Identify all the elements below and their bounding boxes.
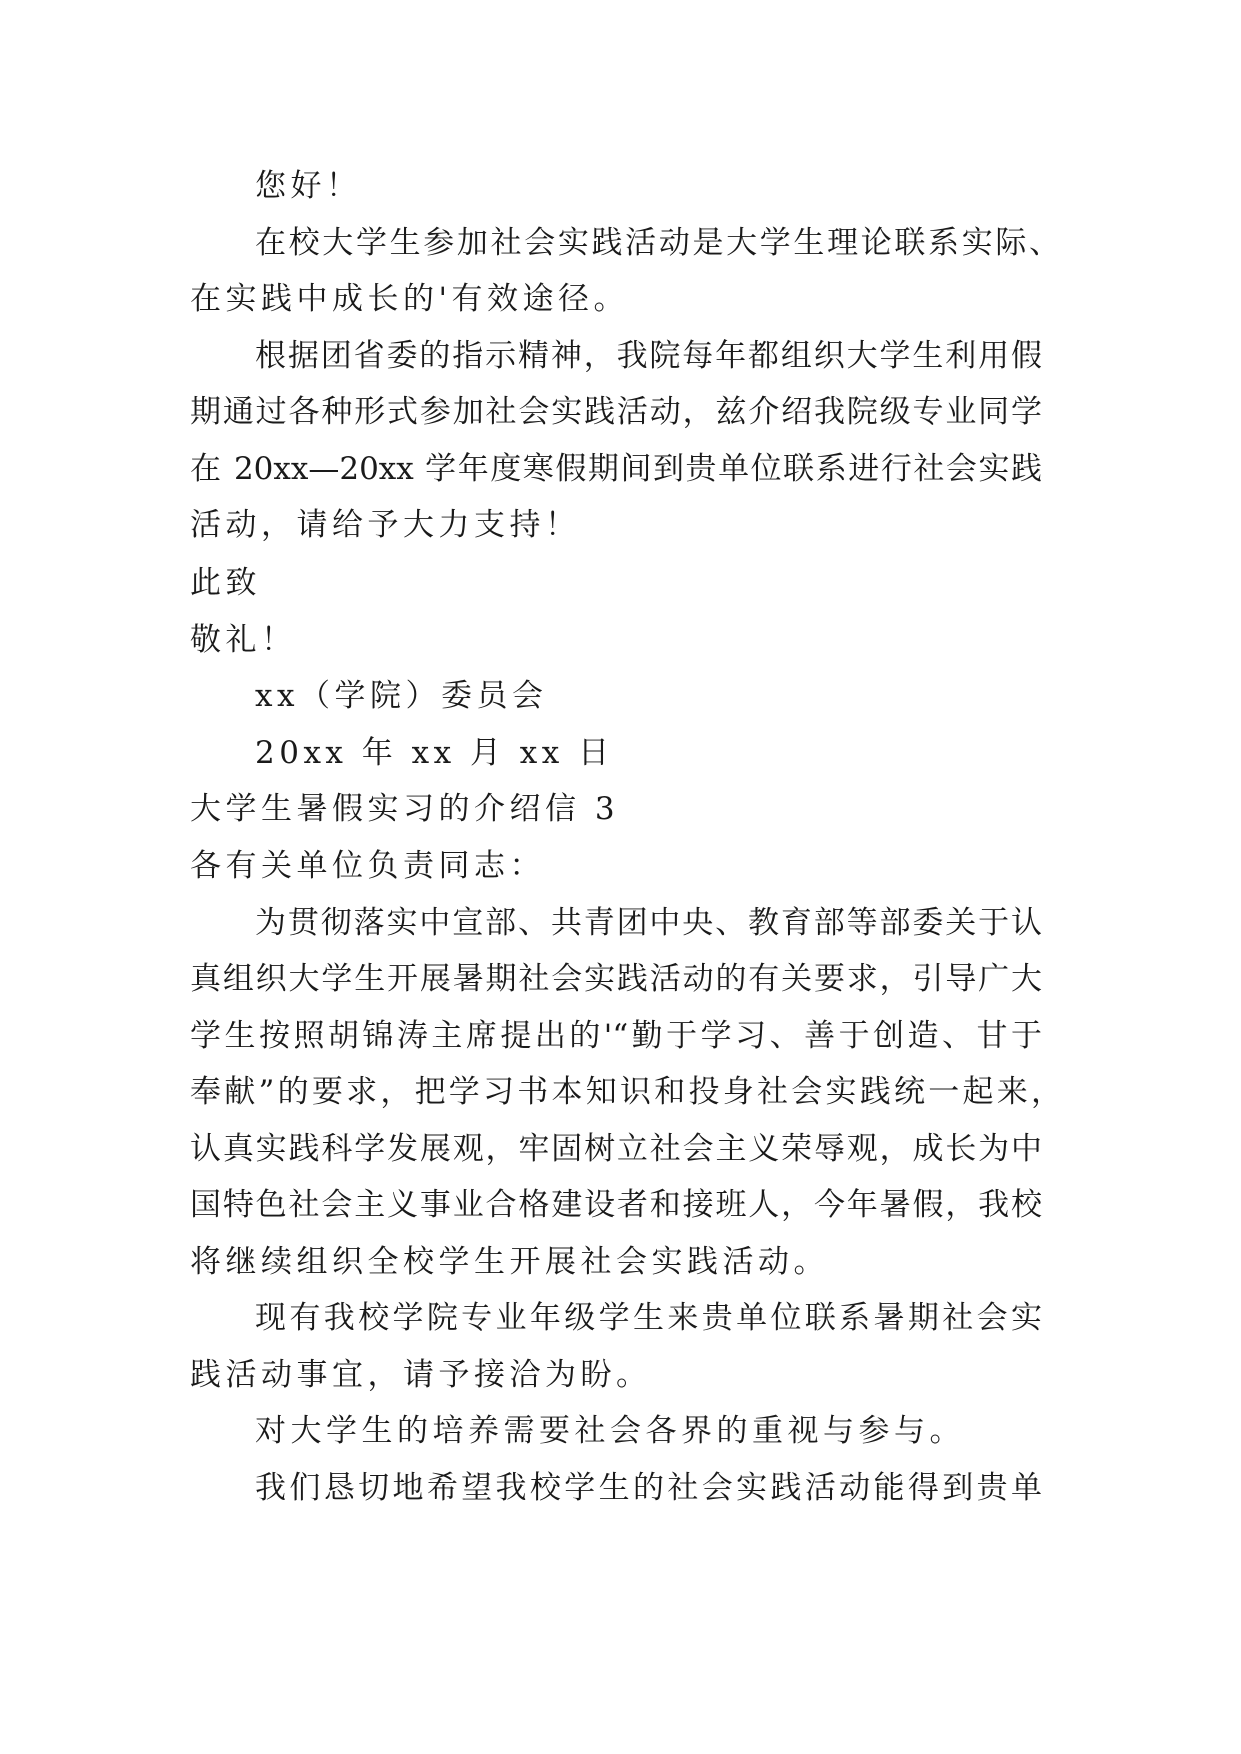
paragraph-line: 奉献”的要求，把学习书本知识和投身社会实践统一起来， [190,1074,1062,1110]
paragraph-line: 对大学生的培养需要社会各界的重视与参与。 [255,1413,965,1449]
paragraph-line: 为贯彻落实中宣部、共青团中央、教育部等部委关于认 [255,905,1042,941]
greeting: 您好！ [255,168,362,204]
paragraph-line: 在实践中成长的'有效途径。 [190,281,630,317]
signature: xx（学院）委员会 [255,678,548,714]
paragraph-line: 期通过各种形式参加社会实践活动，兹介绍我院级专业同学 [190,394,1042,430]
paragraph-line: 将继续组织全校学生开展社会实践活动。 [190,1244,829,1280]
paragraph-line: 在 20xx—20xx 学年度寒假期间到贵单位联系进行社会实践 [190,451,1042,487]
paragraph-line: 真组织大学生开展暑期社会实践活动的有关要求，引导广大 [190,961,1042,997]
closing-line: 此致 [190,565,261,601]
paragraph-line: 活动，请给予大力支持！ [190,507,581,543]
date: 20xx 年 xx 月 xx 日 [255,735,614,771]
paragraph-line: 我们恳切地希望我校学生的社会实践活动能得到贵单 [255,1470,1042,1506]
paragraph-line: 认真实践科学发展观，牢固树立社会主义荣辱观，成长为中 [190,1131,1042,1167]
section-title: 大学生暑假实习的介绍信 3 [190,791,620,827]
paragraph-line: 现有我校学院专业年级学生来贵单位联系暑期社会实 [255,1300,1042,1336]
paragraph-line: 在校大学生参加社会实践活动是大学生理论联系实际、 [255,225,1060,261]
paragraph-line: 学生按照胡锦涛主席提出的'“勤于学习、善于创造、甘于 [190,1018,1042,1054]
closing-line: 敬礼！ [190,622,297,658]
paragraph-line: 国特色社会主义事业合格建设者和接班人，今年暑假，我校 [190,1187,1042,1223]
paragraph-line: 根据团省委的指示精神，我院每年都组织大学生利用假 [255,338,1042,374]
paragraph-line: 践活动事宜，请予接洽为盼。 [190,1357,652,1393]
salutation: 各有关单位负责同志： [190,848,545,884]
